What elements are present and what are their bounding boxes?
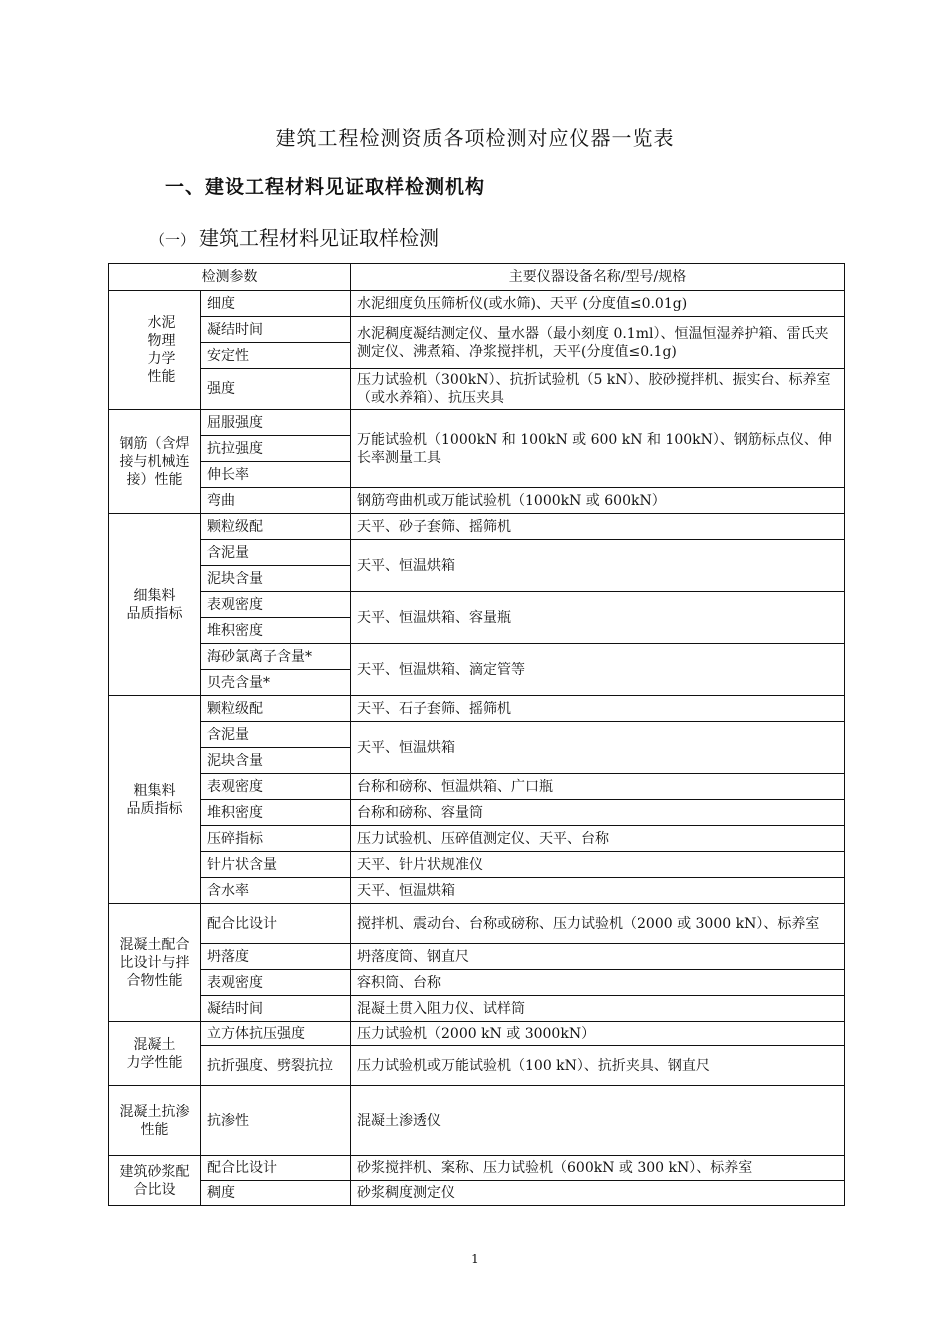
param-cell: 含水率 xyxy=(201,878,351,904)
table-row xyxy=(109,592,845,618)
param-cell: 泥块含量 xyxy=(201,748,351,774)
table-row xyxy=(109,1156,845,1181)
equipment-cell: 万能试验机（1000kN 和 100kN 或 600 kN 和 100kN）、钢筋标点仪、伸长率测量工具 xyxy=(351,410,845,488)
table-row xyxy=(109,800,845,826)
table-row xyxy=(109,514,845,540)
table-row xyxy=(109,1086,845,1156)
equipment-cell: 水泥细度负压筛析仪(或水筛)、天平 (分度值≤0.01g) xyxy=(351,291,845,317)
param-cell: 贝壳含量* xyxy=(201,670,351,696)
param-cell: 含泥量 xyxy=(201,722,351,748)
equipment-cell: 砂浆搅拌机、案称、压力试验机（600kN 或 300 kN）、标养室 xyxy=(351,1156,845,1181)
equipment-cell: 压力试验机（300kN）、抗折试验机（5 kN）、胶砂搅拌机、振实台、标养室（或水养箱）、抗压夹具 xyxy=(351,369,845,410)
equipment-cell: 压力试验机或万能试验机（100 kN）、抗折夹具、钢直尺 xyxy=(351,1046,845,1086)
equipment-cell: 天平、针片状规准仪 xyxy=(351,852,845,878)
table-row xyxy=(109,317,845,343)
table-row xyxy=(109,722,845,748)
equipment-cell: 天平、恒温烘箱 xyxy=(351,722,845,774)
equipment-cell: 天平、恒温烘箱 xyxy=(351,878,845,904)
equipment-cell: 砂浆稠度测定仪 xyxy=(351,1181,845,1206)
subsection-number: （一） xyxy=(150,231,196,249)
equipment-cell: 压力试验机、压碎值测定仪、天平、台称 xyxy=(351,826,845,852)
param-cell: 凝结时间 xyxy=(201,996,351,1022)
param-cell: 抗拉强度 xyxy=(201,436,351,462)
table-row xyxy=(109,1181,845,1206)
equipment-cell: 混凝土渗透仪 xyxy=(351,1086,845,1156)
param-cell: 颗粒级配 xyxy=(201,696,351,722)
param-cell: 泥块含量 xyxy=(201,566,351,592)
equipment-cell: 天平、石子套筛、摇筛机 xyxy=(351,696,845,722)
table-row xyxy=(109,1022,845,1046)
table-row xyxy=(109,826,845,852)
document-title: 建筑工程检测资质各项检测对应仪器一览表 xyxy=(275,126,675,150)
equipment-cell: 压力试验机（2000 kN 或 3000kN） xyxy=(351,1022,845,1046)
category-cell xyxy=(109,291,201,410)
equipment-cell: 天平、恒温烘箱、滴定管等 xyxy=(351,644,845,696)
equipment-cell: 混凝土贯入阻力仪、试样筒 xyxy=(351,996,845,1022)
table-row xyxy=(109,696,845,722)
table-row xyxy=(109,540,845,566)
table-row xyxy=(109,944,845,970)
param-cell: 表观密度 xyxy=(201,592,351,618)
param-cell: 抗渗性 xyxy=(201,1086,351,1156)
param-cell: 表观密度 xyxy=(201,774,351,800)
category-cell: 细集料 品质指标 xyxy=(109,514,201,696)
table-row xyxy=(109,291,845,317)
category-cell: 钢筋（含焊接与机械连接）性能 xyxy=(109,410,201,514)
param-cell: 稠度 xyxy=(201,1181,351,1206)
param-cell: 配合比设计 xyxy=(201,904,351,944)
equipment-cell: 台称和磅称、容量筒 xyxy=(351,800,845,826)
category-cell: 粗集料 品质指标 xyxy=(109,696,201,904)
param-cell: 弯曲 xyxy=(201,488,351,514)
table-row xyxy=(109,970,845,996)
param-cell: 压碎指标 xyxy=(201,826,351,852)
category-cell: 混凝土抗渗性能 xyxy=(109,1086,201,1156)
param-cell: 抗折强度、劈裂抗拉 xyxy=(201,1046,351,1086)
param-cell: 配合比设计 xyxy=(201,1156,351,1181)
table-row xyxy=(109,369,845,410)
param-cell: 屈服强度 xyxy=(201,410,351,436)
table-row xyxy=(109,488,845,514)
table-row xyxy=(109,996,845,1022)
table-row xyxy=(109,774,845,800)
param-cell: 海砂氯离子含量* xyxy=(201,644,351,670)
equipment-cell: 搅拌机、震动台、台称或磅称、压力试验机（2000 或 3000 kN）、标养室 xyxy=(351,904,845,944)
param-cell: 坍落度 xyxy=(201,944,351,970)
param-cell: 堆积密度 xyxy=(201,618,351,644)
table-row xyxy=(109,904,845,944)
category-cell: 混凝土 力学性能 xyxy=(109,1022,201,1086)
param-cell: 堆积密度 xyxy=(201,800,351,826)
equipment-cell: 坍落度筒、钢直尺 xyxy=(351,944,845,970)
section-heading: 一、建设工程材料见证取样检测机构 xyxy=(165,176,486,198)
param-cell: 细度 xyxy=(201,291,351,317)
equipment-cell: 天平、恒温烘箱 xyxy=(351,540,845,592)
page-number: 1 xyxy=(471,1252,479,1266)
param-cell: 含泥量 xyxy=(201,540,351,566)
param-cell: 表观密度 xyxy=(201,970,351,996)
category-cell: 建筑砂浆配合比设 xyxy=(109,1156,201,1206)
equipment-cell: 天平、砂子套筛、摇筛机 xyxy=(351,514,845,540)
equipment-cell: 台称和磅称、恒温烘箱、广口瓶 xyxy=(351,774,845,800)
category-label: 水泥 物理 力学 性能 xyxy=(147,315,176,385)
table-row xyxy=(109,878,845,904)
equipment-cell: 容积筒、台称 xyxy=(351,970,845,996)
param-cell: 伸长率 xyxy=(201,462,351,488)
table-header-row xyxy=(109,264,845,291)
table-row xyxy=(109,644,845,670)
category-cell: 混凝土配合比设计与拌合物性能 xyxy=(109,904,201,1022)
table-row xyxy=(109,1046,845,1086)
param-cell: 针片状含量 xyxy=(201,852,351,878)
subsection-heading xyxy=(150,222,439,251)
table-row xyxy=(109,410,845,436)
param-cell: 凝结时间 xyxy=(201,317,351,343)
equipment-cell: 水泥稠度凝结测定仪、量水器（最小刻度 0.1ml）、恒温恒湿养护箱、雷氏夹测定仪、沸煮箱、净浆搅拌机，天平(分度值≤0.1g) xyxy=(351,317,845,369)
header-param: 检测参数 xyxy=(109,264,351,291)
param-cell: 安定性 xyxy=(201,343,351,369)
param-cell: 立方体抗压强度 xyxy=(201,1022,351,1046)
equipment-cell: 钢筋弯曲机或万能试验机（1000kN 或 600kN） xyxy=(351,488,845,514)
param-cell: 颗粒级配 xyxy=(201,514,351,540)
header-equipment: 主要仪器设备名称/型号/规格 xyxy=(351,264,845,291)
equipment-table xyxy=(108,263,845,1206)
equipment-cell: 天平、恒温烘箱、容量瓶 xyxy=(351,592,845,644)
subsection-title: 建筑工程材料见证取样检测 xyxy=(199,226,440,250)
param-cell: 强度 xyxy=(201,369,351,410)
table-row xyxy=(109,852,845,878)
